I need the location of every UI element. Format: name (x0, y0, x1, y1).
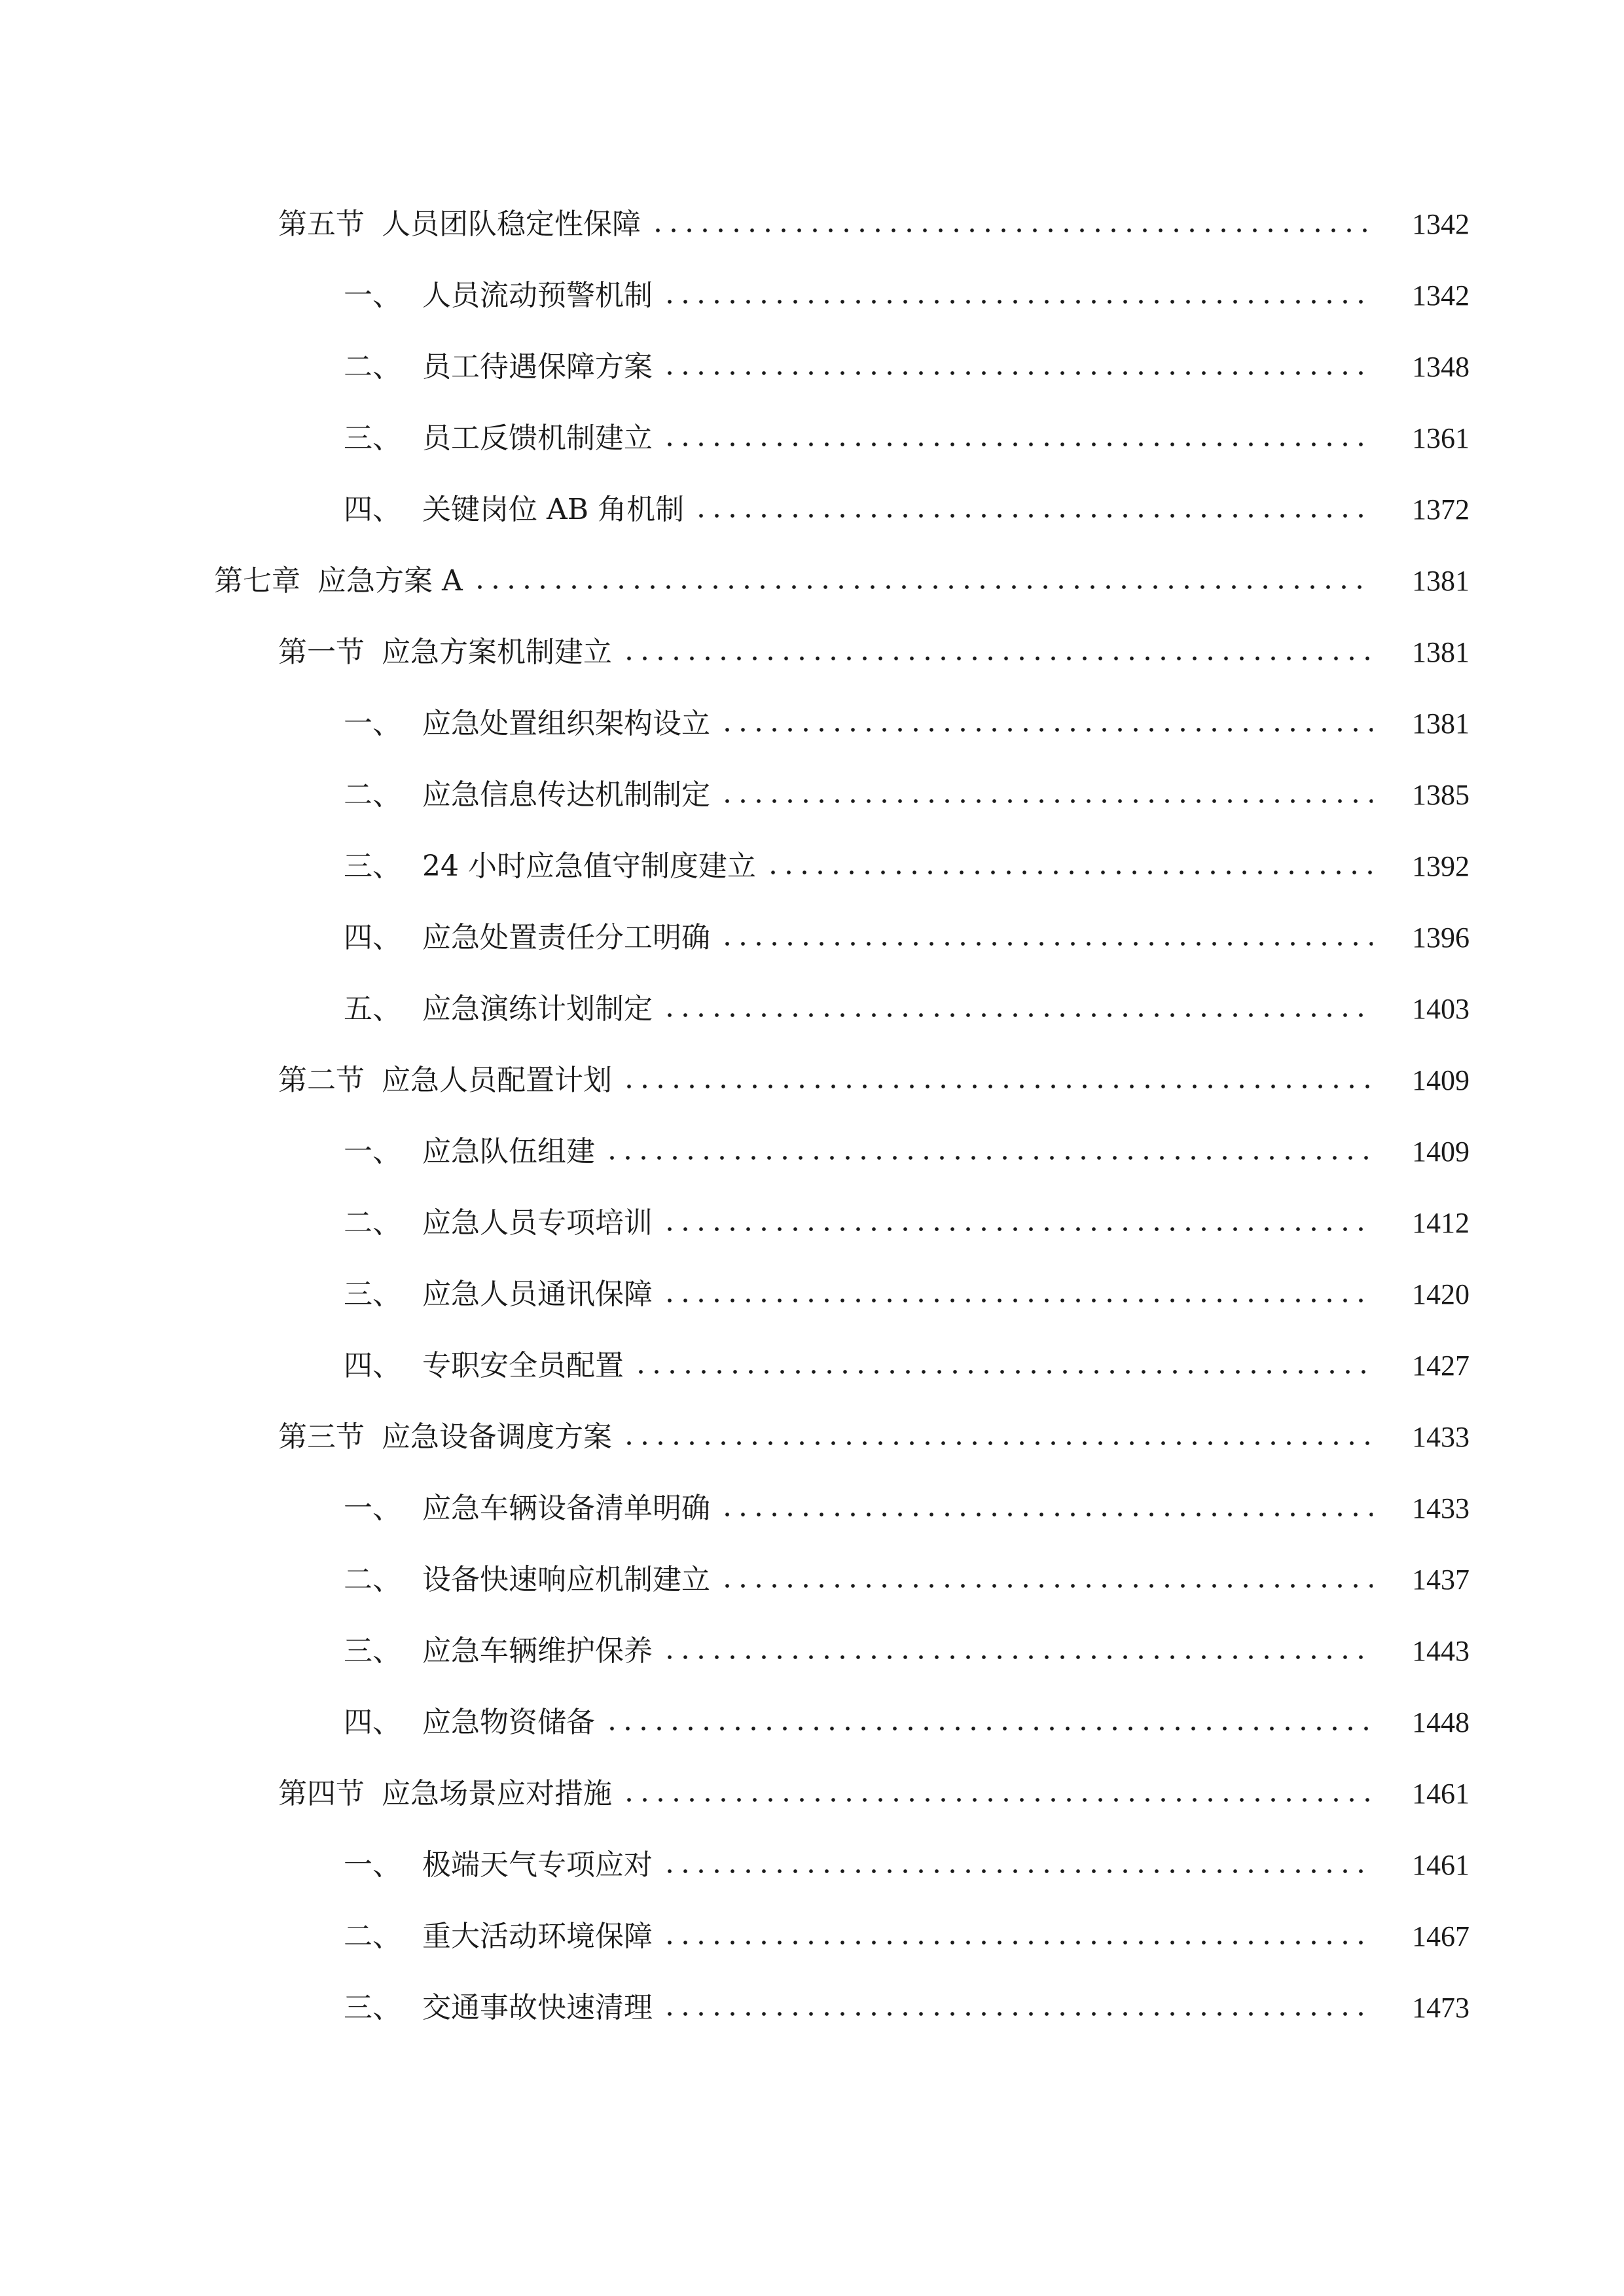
toc-section-entry[interactable] (0, 188, 1624, 260)
toc-dot-leader (719, 1583, 1373, 1589)
toc-dot-leader (662, 1297, 1373, 1304)
toc-entry-number: 第二节 (278, 1063, 365, 1097)
toc-entry-title: 员工反馈机制建立 (422, 421, 653, 455)
toc-entry-page-number: 1372 (1412, 493, 1470, 526)
toc-dot-leader (662, 1868, 1373, 1874)
toc-entry-title: 设备快速响应机制建立 (422, 1562, 710, 1596)
toc-entry-number: 四、 (344, 1705, 401, 1739)
toc-entry-title: 关键岗位 AB 角机制 (422, 492, 685, 526)
toc-subsection-entry[interactable] (0, 1259, 1624, 1330)
toc-section-entry[interactable] (0, 1758, 1624, 1829)
toc-subsection-entry[interactable] (0, 1972, 1624, 2043)
toc-entry-number: 四、 (344, 492, 401, 526)
toc-entry-number: 五、 (344, 992, 401, 1026)
toc-entry-number: 第三节 (278, 1420, 365, 1454)
toc-entry-number: 二、 (344, 1562, 401, 1596)
toc-entry-number: 一、 (344, 706, 401, 740)
toc-dot-leader (621, 655, 1373, 662)
toc-entry-number: 三、 (344, 421, 401, 455)
toc-subsection-entry[interactable] (0, 1187, 1624, 1259)
toc-entry-page-number: 1342 (1412, 279, 1470, 312)
toc-dot-leader (621, 1440, 1373, 1446)
toc-entry-page-number: 1348 (1412, 350, 1470, 383)
toc-subsection-entry[interactable] (0, 474, 1624, 545)
toc-entry-number: 二、 (344, 1206, 401, 1240)
toc-entry-number: 四、 (344, 920, 401, 954)
toc-subsection-entry[interactable] (0, 403, 1624, 474)
toc-dot-leader (662, 1012, 1373, 1018)
toc-subsection-entry[interactable] (0, 1829, 1624, 1901)
toc-dot-leader (621, 1797, 1373, 1803)
toc-dot-leader (719, 1511, 1373, 1518)
toc-entry-page-number: 1461 (1412, 1848, 1470, 1881)
toc-entry-number: 一、 (344, 1848, 401, 1882)
toc-entry-number: 第四节 (278, 1776, 365, 1810)
toc-subsection-entry[interactable] (0, 902, 1624, 973)
toc-entry-page-number: 1409 (1412, 1135, 1470, 1168)
toc-entry-page-number: 1433 (1412, 1420, 1470, 1453)
toc-entry-page-number: 1409 (1412, 1064, 1470, 1096)
toc-entry-title: 应急设备调度方案 (382, 1420, 612, 1454)
toc-entry-title: 应急方案 A (317, 564, 463, 598)
toc-entry-number: 一、 (344, 278, 401, 312)
toc-entry-number: 三、 (344, 1990, 401, 2024)
toc-entry-number: 一、 (344, 1134, 401, 1168)
toc-entry-page-number: 1420 (1412, 1278, 1470, 1310)
toc-subsection-entry[interactable] (0, 759, 1624, 831)
toc-subsection-entry[interactable] (0, 260, 1624, 331)
toc-entry-page-number: 1342 (1412, 207, 1470, 240)
toc-dot-leader (650, 227, 1373, 234)
toc-subsection-entry[interactable] (0, 1615, 1624, 1687)
toc-subsection-entry[interactable] (0, 1687, 1624, 1758)
toc-subsection-entry[interactable] (0, 331, 1624, 403)
toc-entry-number: 二、 (344, 1919, 401, 1953)
toc-subsection-entry[interactable] (0, 831, 1624, 902)
toc-entry-page-number: 1473 (1412, 1991, 1470, 2024)
toc-entry-number: 第五节 (278, 207, 365, 241)
toc-subsection-entry[interactable] (0, 1544, 1624, 1615)
toc-subsection-entry[interactable] (0, 688, 1624, 759)
toc-entry-page-number: 1461 (1412, 1777, 1470, 1810)
toc-entry-page-number: 1403 (1412, 992, 1470, 1025)
toc-dot-leader (662, 298, 1373, 305)
toc-entry-title: 应急人员配置计划 (382, 1063, 612, 1097)
toc-section-entry[interactable] (0, 1045, 1624, 1116)
toc-subsection-entry[interactable] (0, 1901, 1624, 1972)
toc-dot-leader (693, 512, 1373, 519)
toc-dot-leader (604, 1725, 1373, 1732)
toc-dot-leader (662, 2011, 1373, 2017)
toc-entry-number: 一、 (344, 1491, 401, 1525)
toc-entry-page-number: 1412 (1412, 1206, 1470, 1239)
toc-subsection-entry[interactable] (0, 973, 1624, 1045)
toc-subsection-entry[interactable] (0, 1330, 1624, 1401)
toc-dot-leader (662, 441, 1373, 448)
toc-dot-leader (662, 1654, 1373, 1660)
toc-entry-number: 二、 (344, 350, 401, 384)
toc-dot-leader (621, 1083, 1373, 1090)
toc-entry-page-number: 1443 (1412, 1634, 1470, 1667)
toc-entry-title: 应急车辆设备清单明确 (422, 1491, 710, 1525)
toc-entry-title: 24 小时应急值守制度建立 (422, 849, 756, 883)
toc-dot-leader (719, 798, 1373, 804)
toc-entry-title: 应急场景应对措施 (382, 1776, 612, 1810)
toc-section-entry[interactable] (0, 617, 1624, 688)
toc-dot-leader (604, 1155, 1373, 1161)
toc-dot-leader (662, 370, 1373, 376)
toc-entry-title: 应急物资储备 (422, 1705, 595, 1739)
toc-entry-title: 员工待遇保障方案 (422, 350, 653, 384)
toc-section-entry[interactable] (0, 1401, 1624, 1473)
toc-entry-title: 应急队伍组建 (422, 1134, 595, 1168)
toc-entry-number: 三、 (344, 1634, 401, 1668)
toc-entry-page-number: 1467 (1412, 1920, 1470, 1952)
toc-entry-number: 三、 (344, 1277, 401, 1311)
toc-entry-page-number: 1361 (1412, 422, 1470, 454)
toc-dot-leader (719, 726, 1373, 733)
toc-dot-leader (662, 1226, 1373, 1232)
toc-entry-page-number: 1381 (1412, 636, 1470, 668)
toc-dot-leader (719, 941, 1373, 947)
toc-entry-number: 三、 (344, 849, 401, 883)
toc-entry-title: 应急演练计划制定 (422, 992, 653, 1026)
toc-entry-page-number: 1381 (1412, 707, 1470, 740)
toc-entry-title: 交通事故快速清理 (422, 1990, 653, 2024)
toc-entry-page-number: 1381 (1412, 564, 1470, 597)
toc-entry-page-number: 1427 (1412, 1349, 1470, 1382)
table-of-contents (0, 188, 1624, 2043)
toc-subsection-entry[interactable] (0, 1473, 1624, 1544)
toc-entry-title: 应急信息传达机制制定 (422, 778, 710, 812)
toc-entry-number: 第一节 (278, 635, 365, 669)
toc-entry-title: 应急车辆维护保养 (422, 1634, 653, 1668)
toc-dot-leader (472, 584, 1373, 590)
toc-entry-title: 人员流动预警机制 (422, 278, 653, 312)
toc-entry-title: 专职安全员配置 (422, 1348, 624, 1382)
toc-dot-leader (633, 1369, 1373, 1375)
toc-entry-title: 重大活动环境保障 (422, 1919, 653, 1953)
toc-entry-page-number: 1396 (1412, 921, 1470, 954)
toc-entry-page-number: 1448 (1412, 1706, 1470, 1738)
toc-entry-page-number: 1437 (1412, 1563, 1470, 1596)
toc-entry-title: 应急方案机制建立 (382, 635, 612, 669)
toc-entry-title: 应急处置责任分工明确 (422, 920, 710, 954)
toc-chapter-entry[interactable] (0, 545, 1624, 617)
toc-entry-page-number: 1392 (1412, 850, 1470, 882)
toc-entry-title: 极端天气专项应对 (422, 1848, 653, 1882)
toc-entry-page-number: 1385 (1412, 778, 1470, 811)
toc-entry-page-number: 1433 (1412, 1492, 1470, 1524)
toc-dot-leader (765, 869, 1373, 876)
toc-entry-title: 人员团队稳定性保障 (382, 207, 641, 241)
toc-entry-number: 二、 (344, 778, 401, 812)
toc-entry-number: 四、 (344, 1348, 401, 1382)
toc-dot-leader (662, 1939, 1373, 1946)
toc-entry-title: 应急人员专项培训 (422, 1206, 653, 1240)
toc-entry-number: 第七章 (214, 564, 300, 598)
toc-entry-title: 应急处置组织架构设立 (422, 706, 710, 740)
toc-subsection-entry[interactable] (0, 1116, 1624, 1187)
toc-entry-title: 应急人员通讯保障 (422, 1277, 653, 1311)
